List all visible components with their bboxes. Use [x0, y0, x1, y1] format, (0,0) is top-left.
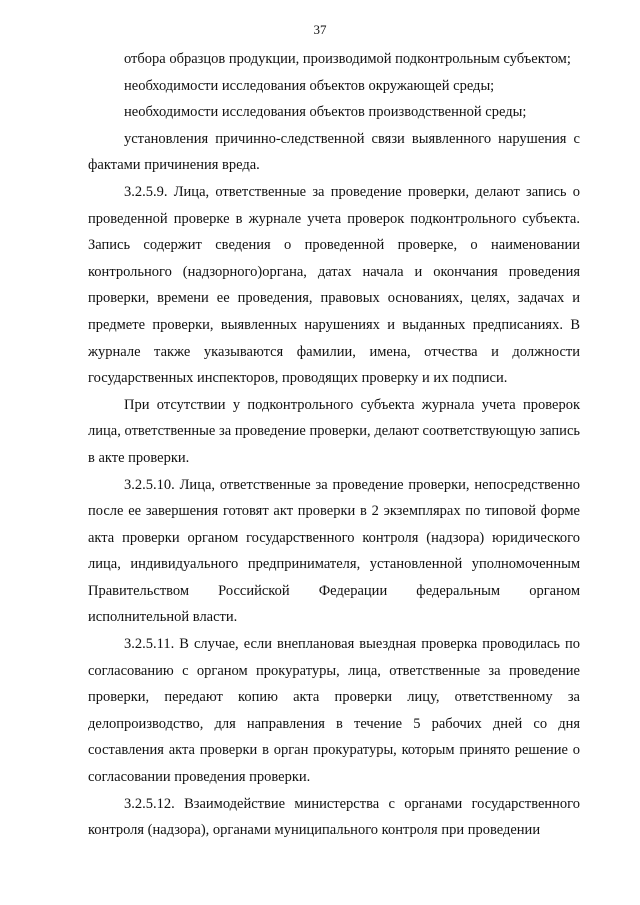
page-number: 37: [313, 22, 327, 37]
paragraph-3-2-5-9: 3.2.5.9. Лица, ответственные за проведение проверки, делают запись о проведенной проверке в журнале учета проверок подконтрольного субъекта. Запись содержит сведения о проведенной проверке, о наименовании контрольного (надзорного)органа, датах начала и окончания проведения проверки, времени ее проведения, правовых основаниях, целях, задачах и предмете проверки, выявленных нарушениях и выданных предписаниях. В журнале также указываются фамилии, имена, отчества и должности государственных инспекторов, проводящих проверку и их подписи.: [88, 183, 580, 387]
paragraph-3-2-5-12: 3.2.5.12. Взаимодействие министерства с органами государственного контроля (надзора), органами муниципального контроля при проведении: [88, 795, 580, 839]
paragraph-production-research: необходимости исследования объектов производственной среды;: [124, 104, 527, 121]
paragraph-environment-research: необходимости исследования объектов окружающей среды;: [124, 77, 495, 94]
document-body: [88, 46, 580, 844]
paragraph-sampling: отбора образцов продукции, производимой подконтрольным субъектом;: [124, 51, 571, 67]
paragraph-3-2-5-10: 3.2.5.10. Лица, ответственные за проведение проверки, непосредственно после ее завершения готовят акт проверки в 2 экземплярах по типовой форме акта проверки органом государственного контроля (надзора) юридического лица, индивидуального предпринимателя, установленной уполномоченным Правительством Российской Федерации федеральным органом исполнительной власти.: [88, 476, 580, 626]
paragraph-3-2-5-11: 3.2.5.11. В случае, если внеплановая выездная проверка проводилась по согласованию с органом прокуратуры, лица, ответственные за проведение проверки, передают копию акта проверки лицу, ответственному за делопроизводство, для направления в течение 5 рабочих дней со дня составления акта проверки в орган прокуратуры, которым принято решение о согласовании проведения проверки.: [88, 636, 580, 786]
paragraph-causal-link: установления причинно-следственной связи выявленного нарушения с фактами причинения вреда.: [88, 130, 580, 174]
paragraph-no-journal: При отсутствии у подконтрольного субъекта журнала учета проверок лица, ответственные за проведение проверки, делают соответствующую запись в акте проверки.: [88, 396, 580, 466]
